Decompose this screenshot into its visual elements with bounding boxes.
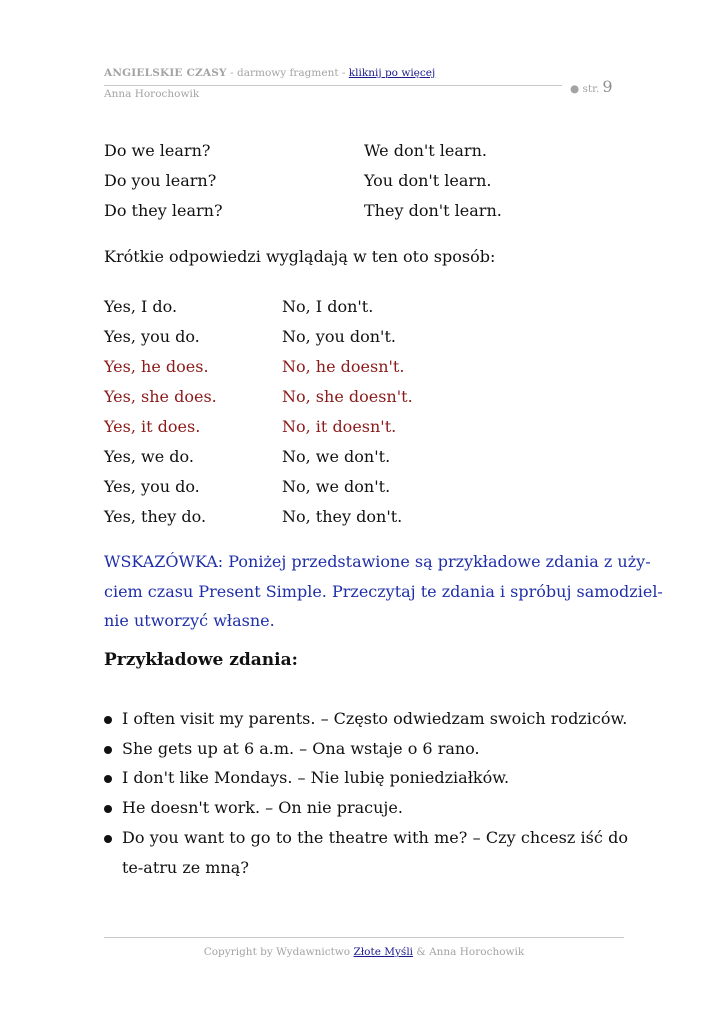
list-item [104,704,628,734]
short-answer-no: No, you don't. [282,327,396,346]
list-item [104,793,628,823]
tip-paragraph [104,547,663,636]
short-answer-no: No, they don't. [282,507,403,526]
short-answer-yes: Yes, they do. [104,507,207,526]
short-answer-yes: Yes, it does. [104,417,201,436]
tip-line: nie utworzyć własne. [104,611,275,630]
question-3: Do they learn? [104,201,223,220]
intro-text: Krótkie odpowiedzi wyglądają w ten oto sposób: [104,247,496,266]
header-separator: - [338,67,349,79]
header-separator: - [226,67,237,79]
examples-heading: Przykładowe zdania: [104,650,298,670]
example-sentence: I often visit my parents. – Często odwiedzam swoich rodziców. [122,709,628,728]
question-1: Do we learn? [104,141,211,160]
header-author: Anna Horochowik [104,88,200,100]
negation-2: You don't learn. [364,171,492,190]
page-label: ● str. [570,83,600,95]
header-divider [104,85,562,86]
page-number: 9 [602,77,613,96]
header-subtitle: darmowy fragment [236,67,339,79]
example-sentence: He doesn't work. – On nie pracuje. [122,798,403,818]
list-item [104,763,628,793]
list-item [104,734,628,764]
bullet-icon [104,805,112,813]
bullet-icon [104,775,112,783]
negation-1: We don't learn. [364,141,487,160]
short-answer-no: No, I don't. [282,297,374,316]
short-answer-yes: Yes, I do. [104,297,178,316]
examples-list [104,704,628,882]
bullet-icon [104,746,112,754]
short-answer-yes: Yes, she does. [104,387,217,406]
tip-line: ciem czasu Present Simple. Przeczytaj te zdania i spróbuj samodziel- [104,581,663,601]
tip-line: WSKAZÓWKA: Poniżej przedstawione są przykładowe zdania z uży- [104,552,651,571]
short-answer-yes: Yes, he does. [104,357,209,376]
bullet-icon [104,835,112,843]
header-more-link[interactable]: kliknij po więcej [348,67,436,79]
example-sentence: She gets up at 6 a.m. – Ona wstaje o 6 rano. [122,738,480,758]
question-2: Do you learn? [104,171,217,190]
bullet-icon [104,716,112,724]
footer-prefix: Copyright by Wydawnictwo [203,946,354,958]
short-answer-no: No, she doesn't. [282,387,413,406]
header-brand: ANGIELSKIE CZASY [104,67,227,79]
footer-suffix: & Anna Horochowik [413,946,525,958]
publisher-link[interactable]: Złote Myśli [353,946,414,958]
example-sentence: Do you want to go to the theatre with me? – Czy chcesz iść do te-atru ze mną? [122,827,628,877]
short-answer-yes: Yes, you do. [104,477,200,496]
short-answer-no: No, we don't. [282,447,391,466]
short-answer-yes: Yes, you do. [104,327,200,346]
footer-divider [104,937,624,938]
list-item [104,823,628,882]
header-title [104,67,435,79]
short-answer-yes: Yes, we do. [104,447,194,466]
short-answer-no: No, it doesn't. [282,417,397,436]
page-number-indicator [570,77,613,96]
short-answer-no: No, we don't. [282,477,391,496]
footer-copyright [0,946,728,958]
example-sentence: I don't like Mondays. – Nie lubię poniedziałków. [122,768,510,788]
negation-3: They don't learn. [364,201,502,220]
short-answer-no: No, he doesn't. [282,357,405,376]
